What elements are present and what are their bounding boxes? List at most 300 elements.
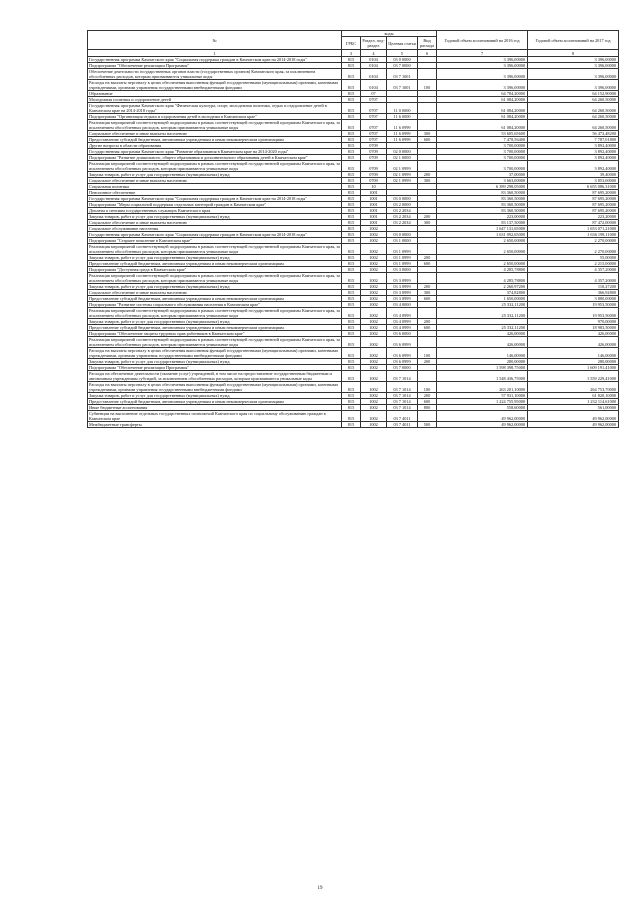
column-number: 6 <box>418 50 437 57</box>
row-vid <box>418 161 437 172</box>
row-grbs: 815 <box>342 137 361 143</box>
row-vid: 800 <box>418 405 437 411</box>
row-vid <box>418 120 437 131</box>
row-amount-2016: 146,00000 <box>437 348 528 359</box>
row-amount-2016: 3 396,00000 <box>437 69 528 80</box>
row-celevaya: 11 6 0000 <box>387 114 418 120</box>
row-celevaya: 03 0 0000 <box>387 196 418 202</box>
row-celevaya: 03 3 0000 <box>387 267 418 273</box>
row-vid: 200 <box>418 172 437 178</box>
row-amount-2016: 3 700,00000 <box>437 143 528 149</box>
row-name: Подпрограмма "Старшее поколение в Камчатском крае" <box>88 238 342 244</box>
row-razdel: 1001 <box>361 220 387 226</box>
row-razdel: 1002 <box>361 273 387 284</box>
row-amount-2017: 87 472,00000 <box>528 220 619 226</box>
header-num: № <box>88 31 342 50</box>
row-name: Государственная программа Камчатского края "Социальная поддержка граждан в Камчатском крае на 2014-2018 годы" <box>88 57 342 63</box>
row-celevaya: 11 0 0000 <box>387 103 418 114</box>
row-grbs: 815 <box>342 319 361 325</box>
row-amount-2016: 3 700,00000 <box>437 149 528 155</box>
row-razdel: 1002 <box>361 382 387 393</box>
column-number: 1 <box>88 50 342 57</box>
row-vid: 200 <box>418 284 437 290</box>
row-name: Расходы на обеспечение деятельности (оказание услуг) учреждений, в том числе на предоставление государственным бюджетным и автономным учреждениям субсидий, за исключением обособленных расходов, которым присваиваются уникальные коды <box>88 371 342 382</box>
row-vid: 100 <box>418 80 437 91</box>
row-vid <box>418 69 437 80</box>
row-amount-2017: 426,00000 <box>528 331 619 337</box>
row-amount-2017: 61 820,10000 <box>528 393 619 399</box>
row-grbs: 815 <box>342 161 361 172</box>
row-celevaya: 03 7 0000 <box>387 365 418 371</box>
row-amount-2016: 53 605,65600 <box>437 131 528 137</box>
row-amount-2016: 64 784,20000 <box>437 91 528 97</box>
row-celevaya: 03 7 4011 <box>387 411 418 422</box>
row-grbs: 815 <box>342 411 361 422</box>
row-grbs: 815 <box>342 308 361 319</box>
row-name: Субвенции на выполнение отдельных государственных полномочий Камчатского края по социальному обслуживанию граждан в Камчатском крае <box>88 411 342 422</box>
row-grbs: 815 <box>342 184 361 190</box>
budget-table <box>87 30 619 428</box>
row-razdel: 1002 <box>361 302 387 308</box>
row-razdel: 0707 <box>361 114 387 120</box>
row-vid: 300 <box>418 220 437 226</box>
row-grbs: 815 <box>342 267 361 273</box>
row-amount-2017: 19 953,50000 <box>528 302 619 308</box>
row-name: Иные бюджетные ассигнования <box>88 405 342 411</box>
row-name: Предоставление субсидий бюджетным, автономным учреждениям и иным некоммерческим организациям <box>88 137 342 143</box>
row-celevaya: 03 6 0999 <box>387 337 418 348</box>
row-amount-2017: 4 357,20000 <box>528 267 619 273</box>
row-razdel: 1002 <box>361 226 387 232</box>
row-name: Подпрограмма "Доступная среда в Камчатском крае" <box>88 267 342 273</box>
row-amount-2017: 87 695,20000 <box>528 208 619 214</box>
row-razdel: 0707 <box>361 120 387 131</box>
row-name: Реализация мероприятий соответствующей подпрограммы в рамках соответствующей государственной программы Камчатского края, за исключением обособленных расходов, которым присваиваются уникальные коды <box>89 244 340 254</box>
row-vid <box>418 308 437 319</box>
row-amount-2017: 1 559 229,41000 <box>528 371 619 382</box>
column-number: 7 <box>437 50 528 57</box>
row-celevaya: 03 3 0999 <box>387 284 418 290</box>
row-grbs: 815 <box>342 131 361 137</box>
row-amount-2016: 25 332,11200 <box>437 302 528 308</box>
row-amount-2017: 3 396,00000 <box>528 63 619 69</box>
row-vid: 200 <box>418 255 437 261</box>
row-grbs: 815 <box>342 238 361 244</box>
table-row <box>88 69 619 80</box>
row-amount-2017: 3 892,40000 <box>528 143 619 149</box>
row-amount-2017: 3 880,00000 <box>528 296 619 302</box>
row-razdel: 07 <box>361 91 387 97</box>
row-name: Закупка товаров, работ и услуг для государственных (муниципальных) нужд <box>88 214 342 220</box>
row-grbs: 815 <box>342 348 361 359</box>
table-row <box>88 120 619 131</box>
row-grbs: 815 <box>342 399 361 405</box>
row-razdel: 0104 <box>361 63 387 69</box>
row-amount-2016: 426,00000 <box>437 337 528 348</box>
row-celevaya: 03 3 0999 <box>387 273 418 284</box>
row-grbs: 815 <box>342 261 361 267</box>
row-amount-2017: 264 753,70000 <box>528 382 619 393</box>
table-row <box>88 308 619 319</box>
row-grbs: 815 <box>342 296 361 302</box>
row-celevaya: 02 1 0999 <box>387 178 418 184</box>
row-amount-2017: 49 962,00000 <box>528 411 619 422</box>
row-amount-2016: 83 360,50000 <box>437 202 528 208</box>
row-amount-2016: 83 360,50000 <box>437 190 528 196</box>
row-razdel: 1002 <box>361 308 387 319</box>
row-name: Реализация мероприятий соответствующей подпрограммы в рамках соответствующей государственной программы Камчатского края, за исключением обособленных расходов, которым присваиваются уникальные коды <box>89 273 340 283</box>
row-razdel: 10 <box>361 184 387 190</box>
row-name: Закупка товаров, работ и услуг для государственных (муниципальных) нужд <box>88 393 342 399</box>
row-celevaya: 02 1 0999 <box>387 161 418 172</box>
row-grbs: 815 <box>342 208 361 214</box>
row-grbs: 815 <box>342 214 361 220</box>
row-celevaya: 03 7 1001 <box>387 80 418 91</box>
row-razdel: 0707 <box>361 103 387 114</box>
row-name: Образование <box>88 91 342 97</box>
row-celevaya: 03 4 0999 <box>387 308 418 319</box>
row-amount-2017: 4 357,20000 <box>528 273 619 284</box>
row-vid: 300 <box>418 178 437 184</box>
row-name: Подпрограмма "Обеспечение реализации Программы" <box>88 63 342 69</box>
row-celevaya: 03 6 0000 <box>387 331 418 337</box>
row-celevaya: 03 4 0000 <box>387 302 418 308</box>
table-row <box>88 422 619 428</box>
row-vid: 600 <box>418 261 437 267</box>
row-vid <box>418 337 437 348</box>
row-name: Государственная программа Камчатского края "Развитие образования в Камчатском крае на 2014-2020 годы" <box>88 149 342 155</box>
row-amount-2017: 1 609 191,41000 <box>528 365 619 371</box>
row-amount-2017: 223,20000 <box>528 214 619 220</box>
row-name: Расходы на выплаты персоналу в целях обеспечения выполнения функций государственными (муниципальными) органами, казенными учреждениями, органами управления государственными внебюджетными фондами <box>88 348 342 359</box>
row-amount-2017: 2 215,00000 <box>528 261 619 267</box>
row-vid: 100 <box>418 348 437 359</box>
row-name: Предоставление субсидий бюджетным, автономным учреждениям и иным некоммерческим организациям <box>88 325 342 331</box>
row-amount-2017: 1 636 198,11000 <box>528 232 619 238</box>
row-amount-2017: 3 853,00000 <box>528 178 619 184</box>
row-celevaya: 03 1 0999 <box>387 244 418 255</box>
row-name: Социальное обеспечение и иные выплаты населению <box>88 131 342 137</box>
row-grbs: 815 <box>342 422 361 428</box>
row-celevaya: 02 1 0999 <box>387 172 418 178</box>
row-grbs: 815 <box>342 359 361 365</box>
row-vid: 200 <box>418 359 437 365</box>
row-amount-2016: 1 647 131,65000 <box>437 226 528 232</box>
row-celevaya: 03 7 1014 <box>387 405 418 411</box>
row-grbs: 815 <box>342 120 361 131</box>
row-celevaya: 03 7 1014 <box>387 371 418 382</box>
row-amount-2016: 3 396,00000 <box>437 63 528 69</box>
row-name: Государственная программа Камчатского края "Социальная поддержка граждан в Камчатском крае на 2014-2018 годы" <box>88 196 342 202</box>
row-grbs: 815 <box>342 155 361 161</box>
header-vid: Вид расхода <box>418 37 437 50</box>
row-razdel: 1002 <box>361 319 387 325</box>
row-amount-2016: 1 598 398,75000 <box>437 365 528 371</box>
row-amount-2017: 3 396,00000 <box>528 69 619 80</box>
row-name: Реализация мероприятий соответствующей подпрограммы в рамках соответствующей государственной программы Камчатского края, за исключением обособленных расходов, которым присваиваются уникальные коды <box>89 337 340 347</box>
row-name: Социальное обеспечение и иные выплаты населению <box>88 178 342 184</box>
row-razdel: 0709 <box>361 178 387 184</box>
row-name: Закупка товаров, работ и услуг для государственных (муниципальных) нужд <box>88 359 342 365</box>
row-celevaya: 03 7 1014 <box>387 393 418 399</box>
row-name: Социальная политика <box>88 184 342 190</box>
row-amount-2016: 3 700,00000 <box>437 161 528 172</box>
row-razdel: 0707 <box>361 97 387 103</box>
row-razdel: 0104 <box>361 80 387 91</box>
row-amount-2016: 280,00000 <box>437 359 528 365</box>
row-celevaya: 03 7 4011 <box>387 422 418 428</box>
row-amount-2017: 64 260,50000 <box>528 97 619 103</box>
row-grbs: 815 <box>342 393 361 399</box>
row-celevaya: 03 1 0999 <box>387 261 418 267</box>
row-amount-2016: 2 260,97200 <box>437 284 528 290</box>
row-amount-2016: 61 084,20000 <box>437 97 528 103</box>
header-2017: Годовой объем ассигнований на 2017 год <box>528 31 619 50</box>
row-amount-2016: 25 332,11200 <box>437 308 528 319</box>
row-amount-2016: 83 360,50000 <box>437 208 528 214</box>
row-razdel: 1001 <box>361 196 387 202</box>
row-vid: 600 <box>418 325 437 331</box>
table-row <box>88 161 619 172</box>
table-row <box>88 411 619 422</box>
row-grbs: 815 <box>342 255 361 261</box>
row-name: Подпрограмма "Обеспечение реализации Программы" <box>88 365 342 371</box>
row-grbs: 815 <box>342 365 361 371</box>
header-celevaya: Целевая статья <box>387 37 418 50</box>
row-amount-2016: 57 931,10000 <box>437 393 528 399</box>
row-vid: 600 <box>418 399 437 405</box>
row-razdel: 1001 <box>361 208 387 214</box>
row-name: Подпрограмма "Обеспечение защиты трудовых прав работников в Камчатском крае" <box>88 331 342 337</box>
table-row <box>88 371 619 382</box>
table-row <box>88 382 619 393</box>
row-razdel: 1002 <box>361 290 387 296</box>
row-razdel: 0709 <box>361 155 387 161</box>
row-amount-2017: 64 152,90000 <box>528 91 619 97</box>
row-amount-2017: 87 695,20000 <box>528 202 619 208</box>
table-row <box>88 273 619 284</box>
row-amount-2016: 2 650,00000 <box>437 261 528 267</box>
row-razdel: 1002 <box>361 296 387 302</box>
row-name: Реализация мероприятий соответствующей подпрограммы в рамках соответствующей государственной программы Камчатского края, за исключением обособленных расходов, которым присваиваются уникальные коды <box>89 161 340 171</box>
row-grbs: 815 <box>342 196 361 202</box>
row-amount-2016: 83 137,50000 <box>437 220 528 226</box>
row-amount-2016: 6 389 298,05000 <box>437 184 528 190</box>
row-grbs: 815 <box>342 149 361 155</box>
row-amount-2017: 3 892,40000 <box>528 161 619 172</box>
row-celevaya: 03 1 0999 <box>387 255 418 261</box>
row-razdel: 0709 <box>361 143 387 149</box>
column-number: 8 <box>528 50 619 57</box>
row-grbs: 815 <box>342 80 361 91</box>
row-grbs: 815 <box>342 226 361 232</box>
row-grbs: 815 <box>342 97 361 103</box>
row-vid: 600 <box>418 296 437 302</box>
header-razdel: Раздел, под-раздел <box>362 38 385 48</box>
row-grbs: 815 <box>342 172 361 178</box>
row-name: Обеспечение деятельности государственных органов власти (государственных органов) Камчатского края, за исключением обособленных расходов, которым присваиваются уникальные коды <box>88 69 342 80</box>
row-celevaya: 03 2 2034 <box>387 214 418 220</box>
row-razdel: 1001 <box>361 202 387 208</box>
row-name: Подпрограмма "Развитие системы социального обслуживания населения в Камчатском крае" <box>88 302 342 308</box>
row-grbs: 815 <box>342 232 361 238</box>
row-razdel: 1002 <box>361 244 387 255</box>
row-name: Государственная программа Камчатского края "Физическая культура, спорт, молодежная политика, отдых и оздоровление детей в Камчатском крае на 2014-2018 годы" <box>88 103 342 114</box>
row-amount-2016: 263 201,10000 <box>437 382 528 393</box>
row-grbs: 815 <box>342 143 361 149</box>
row-amount-2016: 37,00000 <box>437 172 528 178</box>
row-razdel: 1002 <box>361 331 387 337</box>
row-grbs: 815 <box>342 382 361 393</box>
row-vid: 600 <box>418 137 437 143</box>
row-name: Предоставление субсидий бюджетным, автономным учреждениям и иным некоммерческим организациям <box>88 261 342 267</box>
row-celevaya: 03 2 2034 <box>387 208 418 214</box>
table-row <box>88 348 619 359</box>
row-vid: 100 <box>418 382 437 393</box>
row-razdel: 0709 <box>361 161 387 172</box>
row-name: Молодежная политика и оздоровление детей <box>88 97 342 103</box>
row-amount-2016: 3 700,00000 <box>437 155 528 161</box>
row-grbs: 815 <box>342 331 361 337</box>
row-amount-2017: 426,00000 <box>528 337 619 348</box>
row-celevaya: 03 1 0000 <box>387 238 418 244</box>
row-celevaya: 03 4 0999 <box>387 325 418 331</box>
row-amount-2016: 7 478,56400 <box>437 137 528 143</box>
row-amount-2017: 2 270,00000 <box>528 238 619 244</box>
row-vid: 200 <box>418 214 437 220</box>
row-name: Реализация мероприятий соответствующей подпрограммы в рамках соответствующей государственной программы Камчатского края, за исключением обособленных расходов, которым присваиваются уникальные коды <box>89 308 340 318</box>
row-razdel: 0707 <box>361 137 387 143</box>
row-vid <box>418 244 437 255</box>
row-amount-2017: 3 396,00000 <box>528 57 619 63</box>
row-celevaya: 03 0 0000 <box>387 57 418 63</box>
row-razdel: 1002 <box>361 255 387 261</box>
row-vid: 300 <box>418 290 437 296</box>
row-razdel: 1002 <box>361 371 387 382</box>
row-celevaya: 02 0 0000 <box>387 149 418 155</box>
row-razdel: 1001 <box>361 214 387 220</box>
row-grbs: 815 <box>342 63 361 69</box>
row-amount-2016: 3 396,00000 <box>437 57 528 63</box>
row-amount-2017: 18 983,50000 <box>528 325 619 331</box>
row-grbs: 815 <box>342 103 361 114</box>
row-name: Закупка товаров, работ и услуг для государственных (муниципальных) нужд <box>88 172 342 178</box>
row-name: Реализация мероприятий соответствующей подпрограммы в рамках соответствующей государственной программы Камчатского края, за исключением обособленных расходов, которым присваиваются уникальные коды <box>89 120 340 130</box>
row-vid: 200 <box>418 319 437 325</box>
row-vid <box>418 411 437 422</box>
table-row <box>88 244 619 255</box>
row-amount-2017: 64 260,50000 <box>528 103 619 114</box>
row-amount-2017: 49 962,00000 <box>528 422 619 428</box>
row-name: Закупка товаров, работ и услуг для государственных (муниципальных) нужд <box>88 255 342 261</box>
row-amount-2017: 56 473,48200 <box>528 131 619 137</box>
row-amount-2017: 146,00000 <box>528 348 619 359</box>
row-name: Пенсионное обеспечение <box>88 190 342 196</box>
row-razdel: 1002 <box>361 365 387 371</box>
row-name: Доплаты к пенсиям государственных служащих Камчатского края <box>88 208 342 214</box>
row-amount-2016: 3 663,00000 <box>437 178 528 184</box>
row-name: Подпрограмма "Развитие дошкольного, общего образования и дополнительного образования детей в Камчатском крае" <box>88 155 342 161</box>
row-vid: 500 <box>418 422 437 428</box>
row-celevaya: 03 3 0999 <box>387 296 418 302</box>
row-amount-2017: 64 260,50000 <box>528 120 619 131</box>
table-row <box>88 337 619 348</box>
row-celevaya: 03 7 1014 <box>387 382 418 393</box>
row-amount-2017: 3 892,40000 <box>528 155 619 161</box>
row-celevaya: 03 6 0999 <box>387 359 418 365</box>
row-razdel: 1001 <box>361 190 387 196</box>
row-grbs: 815 <box>342 244 361 255</box>
row-grbs: 815 <box>342 57 361 63</box>
row-amount-2016: 4 285,78800 <box>437 273 528 284</box>
row-celevaya: 11 6 0999 <box>387 131 418 137</box>
row-vid: 300 <box>418 131 437 137</box>
row-name: Предоставление субсидий бюджетным, автономным учреждениям и иным некоммерческим организациям <box>88 296 342 302</box>
table-row <box>88 103 619 114</box>
row-vid <box>418 273 437 284</box>
row-name: Расходы на выплаты персоналу в целях обеспечения выполнения функций государственными (муниципальными) органами, казенными учреждениями, органами управления государственными внебюджетными фондами <box>88 80 342 91</box>
row-name: Государственная программа Камчатского края "Социальная поддержка граждан в Камчатском крае на 2014-2018 годы" <box>88 232 342 238</box>
row-name: Межбюджетные трансферты <box>88 422 342 428</box>
row-vid <box>418 103 437 114</box>
row-name: Социальное обеспечение и иные выплаты населению <box>88 220 342 226</box>
row-amount-2017: 3 396,00000 <box>528 80 619 91</box>
row-razdel: 1002 <box>361 337 387 348</box>
row-razdel: 0104 <box>361 57 387 63</box>
row-razdel: 1002 <box>361 405 387 411</box>
row-amount-2017: 280,00000 <box>528 359 619 365</box>
row-razdel: 1002 <box>361 348 387 359</box>
row-amount-2016: 4 285,78800 <box>437 267 528 273</box>
row-grbs: 815 <box>342 405 361 411</box>
row-amount-2017: 366,92800 <box>528 290 619 296</box>
row-amount-2016: 1 224 755,95000 <box>437 399 528 405</box>
column-number-row <box>88 50 619 57</box>
row-amount-2016: 25 332,11200 <box>437 325 528 331</box>
row-amount-2016: 49 962,00000 <box>437 422 528 428</box>
row-razdel: 1002 <box>361 284 387 290</box>
row-amount-2016: 426,00000 <box>437 331 528 337</box>
row-name: Расходы на выплаты персоналу в целях обеспечения выполнения функций государственными (муниципальными) органами, казенными учреждениями, органами управления государственными внебюджетными фондами <box>88 382 342 393</box>
row-amount-2016: 1 548 436,75000 <box>437 371 528 382</box>
row-razdel: 1002 <box>361 411 387 422</box>
row-name: Другие вопросы в области образования <box>88 143 342 149</box>
row-celevaya: 11 6 0999 <box>387 120 418 131</box>
row-grbs: 815 <box>342 69 361 80</box>
row-amount-2016: 61 084,20000 <box>437 114 528 120</box>
row-amount-2017: 561,00000 <box>528 405 619 411</box>
row-celevaya: 03 2 2034 <box>387 220 418 226</box>
row-razdel: 1002 <box>361 422 387 428</box>
row-grbs: 815 <box>342 220 361 226</box>
row-grbs: 815 <box>342 190 361 196</box>
page-number: 19 <box>317 886 323 891</box>
row-grbs: 815 <box>342 325 361 331</box>
row-razdel: 0709 <box>361 172 387 178</box>
row-amount-2017: 2 270,00000 <box>528 244 619 255</box>
row-amount-2016: 3 396,00000 <box>437 80 528 91</box>
row-grbs: 815 <box>342 178 361 184</box>
row-amount-2017: 64 260,50000 <box>528 114 619 120</box>
row-amount-2016: 61 084,20000 <box>437 120 528 131</box>
row-amount-2016: 2 650,00000 <box>437 238 528 244</box>
row-razdel: 1002 <box>361 261 387 267</box>
row-celevaya: 03 7 1001 <box>387 69 418 80</box>
row-name: Социальное обеспечение и иные выплаты населению <box>88 290 342 296</box>
row-amount-2017: 55,00000 <box>528 255 619 261</box>
row-grbs: 815 <box>342 290 361 296</box>
row-name: Закупка товаров, работ и услуг для государственных (муниципальных) нужд <box>88 284 342 290</box>
